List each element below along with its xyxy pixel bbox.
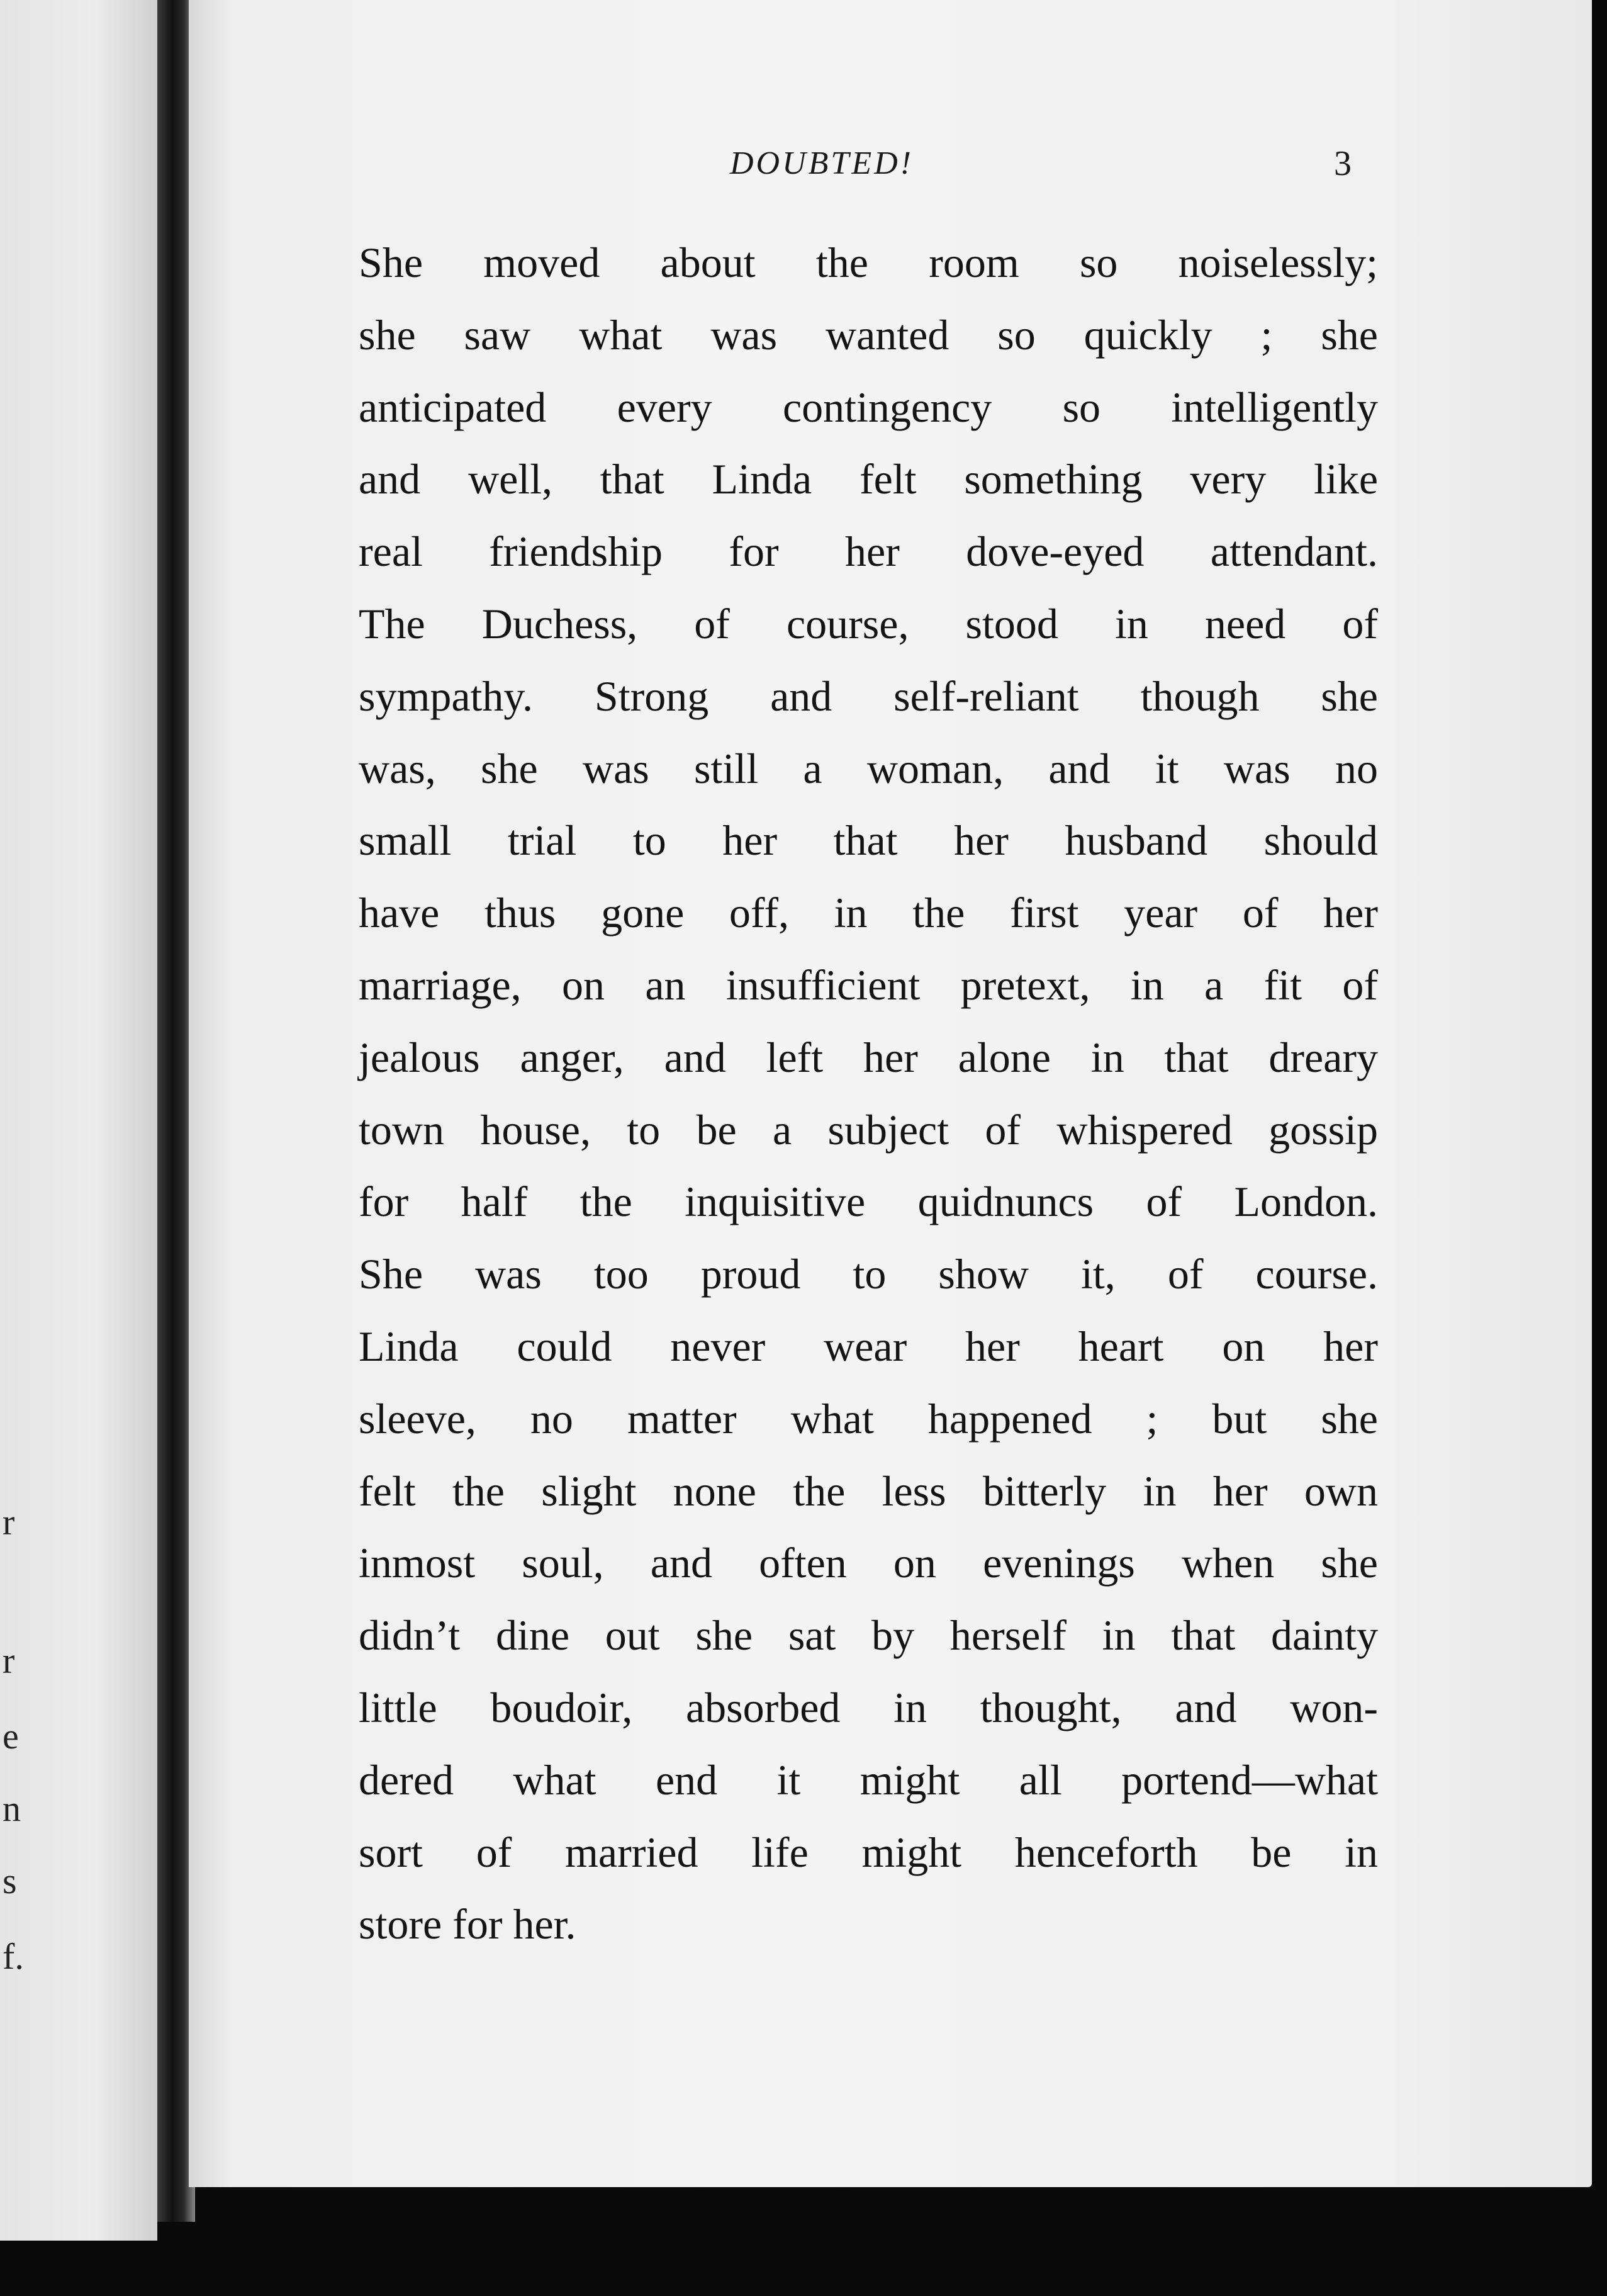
text-line: anticipated every contingency so intelligently bbox=[359, 383, 1378, 431]
right-scan-border bbox=[1592, 0, 1607, 2296]
text-line: little boudoir, absorbed in thought, and won- bbox=[359, 1683, 1378, 1731]
text-line: didn’t dine out she sat by herself in that dainty bbox=[359, 1611, 1378, 1660]
text-line: she saw what was wanted so quickly ; she bbox=[359, 310, 1378, 359]
text-line: felt the slight none the less bitterly in her own bbox=[359, 1466, 1378, 1515]
left-margin-char: s bbox=[3, 1860, 17, 1901]
text-line: sleeve, no matter what happened ; but she bbox=[359, 1394, 1378, 1443]
left-margin-char: r bbox=[3, 1502, 15, 1543]
text-line: She was too proud to show it, of course. bbox=[359, 1250, 1378, 1298]
text-line: Linda could never wear her heart on her bbox=[359, 1322, 1378, 1370]
left-facing-page bbox=[0, 0, 157, 2241]
left-margin-char: f. bbox=[3, 1936, 24, 1977]
text-line: marriage, on an insufficient pretext, in a fit of bbox=[359, 960, 1378, 1009]
left-page-margin-fragments bbox=[0, 0, 25, 2241]
page-number: 3 bbox=[1334, 144, 1352, 183]
left-margin-char: n bbox=[3, 1788, 21, 1829]
text-line: sort of married life might henceforth be in bbox=[359, 1828, 1378, 1876]
text-line: The Duchess, of course, stood in need of bbox=[359, 599, 1378, 648]
text-line: town house, to be a subject of whispered gossip bbox=[359, 1105, 1378, 1154]
text-line: and well, that Linda felt something very like bbox=[359, 455, 1378, 504]
text-line: jealous anger, and left her alone in that dreary bbox=[359, 1033, 1378, 1081]
running-head: DOUBTED! bbox=[730, 145, 914, 181]
text-line: have thus gone off, in the first year of her bbox=[359, 889, 1378, 937]
bottom-scan-border bbox=[0, 2241, 1607, 2296]
text-line: was, she was still a woman, and it was no bbox=[359, 744, 1378, 792]
text-line: sympathy. Strong and self-reliant though she bbox=[359, 672, 1378, 720]
text-line: store for her. bbox=[359, 1900, 576, 1949]
left-margin-char: r bbox=[3, 1640, 15, 1681]
text-line: She moved about the room so noiselessly; bbox=[359, 239, 1378, 286]
text-line: inmost soul, and often on evenings when she bbox=[359, 1539, 1378, 1587]
text-line: real friendship for her dove-eyed attendant. bbox=[359, 527, 1378, 576]
text-line: small trial to her that her husband should bbox=[359, 816, 1378, 865]
left-margin-char: e bbox=[3, 1716, 19, 1757]
text-line: for half the inquisitive quidnuncs of London. bbox=[359, 1178, 1378, 1226]
text-line: dered what end it might all portend—what bbox=[359, 1755, 1378, 1804]
body-text bbox=[359, 227, 1378, 1961]
